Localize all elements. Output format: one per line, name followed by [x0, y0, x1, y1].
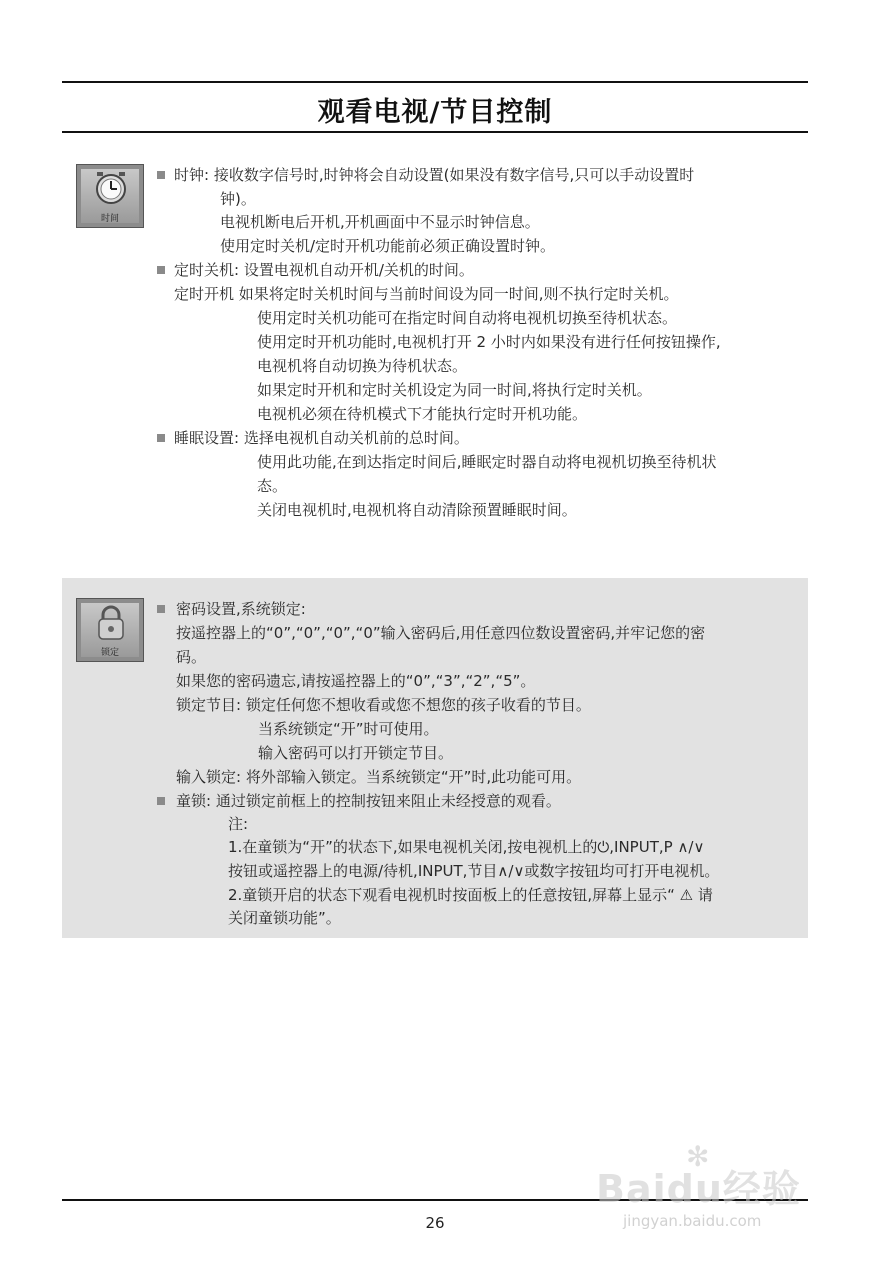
clock-icon — [94, 171, 128, 205]
childlock-line: 注: — [228, 815, 249, 833]
title-underline — [62, 131, 808, 133]
sleep-line: 睡眠设置: 选择电视机自动关机前的总时间。 — [174, 429, 469, 447]
timer-line: 电视机将自动切换为待机状态。 — [257, 357, 468, 375]
childlock-line: 2.童锁开启的状态下观看电视机时按面板上的任意按钮,屏幕上显示“ ⚠ 请 — [228, 886, 713, 904]
bullet-square — [157, 605, 165, 613]
lock-line: 输入锁定: 将外部输入锁定。当系统锁定“开”时,此功能可用。 — [176, 768, 582, 786]
page-title: 观看电视/节目控制 — [317, 97, 553, 128]
watermark-url: jingyan.baidu.com — [623, 1212, 762, 1230]
clock-line: 电视机断电后开机,开机画面中不显示时钟信息。 — [220, 213, 540, 231]
timer-line: 定时关机: 设置电视机自动开机/关机的时间。 — [174, 261, 474, 279]
top-rule — [62, 81, 808, 83]
clock-line: 钟)。 — [220, 190, 256, 208]
childlock-line: 按钮或遥控器上的电源/待机,INPUT,节目∧/∨或数字按钮均可打开电视机。 — [228, 862, 720, 880]
page-number: 26 — [425, 1214, 445, 1232]
timer-line: 使用定时关机功能可在指定时间自动将电视机切换至待机状态。 — [257, 309, 678, 327]
lock-line: 锁定节目: 锁定任何您不想收看或您不想您的孩子收看的节目。 — [176, 696, 591, 714]
sleep-line: 态。 — [257, 477, 288, 495]
clock-icon-caption: 时间 — [100, 214, 119, 224]
clock-icon-box — [76, 164, 144, 228]
baidu-paw-icon: ✻ — [686, 1140, 710, 1173]
timer-line: 定时开机 如果将定时关机时间与当前时间设为同一时间,则不执行定时关机。 — [174, 285, 679, 303]
bullet-square — [157, 266, 165, 274]
clock-line: 时钟: 接收数字信号时,时钟将会自动设置(如果没有数字信号,只可以手动设置时 — [174, 166, 695, 184]
lock-icon — [94, 605, 128, 641]
childlock-line: 关闭童锁功能”。 — [228, 909, 341, 927]
lock-icon-box — [76, 598, 144, 662]
childlock-line: 1.在童锁为“开”的状态下,如果电视机关闭,按电视机上的⏻,INPUT,P ∧/∨ — [228, 838, 705, 856]
bullet-square — [157, 797, 165, 805]
lock-line: 按遥控器上的“0”,“0”,“0”,“0”输入密码后,用任意四位数设置密码,并牢记您的密 — [176, 624, 706, 642]
lock-line: 如果您的密码遗忘,请按遥控器上的“0”,“3”,“2”,“5”。 — [176, 672, 536, 690]
lock-line: 输入密码可以打开锁定节目。 — [258, 744, 454, 762]
sleep-line: 关闭电视机时,电视机将自动清除预置睡眠时间。 — [257, 501, 577, 519]
childlock-line: 童锁: 通过锁定前框上的控制按钮来阻止未经授意的观看。 — [176, 792, 561, 810]
sleep-line: 使用此功能,在到达指定时间后,睡眠定时器自动将电视机切换至待机状 — [257, 453, 717, 471]
lock-icon-caption: 锁定 — [100, 648, 119, 658]
lock-line: 码。 — [176, 648, 207, 666]
timer-line: 电视机必须在待机模式下才能执行定时开机功能。 — [257, 405, 588, 423]
lock-line: 当系统锁定“开”时可使用。 — [258, 720, 439, 738]
clock-line: 使用定时关机/定时开机功能前必须正确设置时钟。 — [220, 237, 556, 255]
watermark-logo: Baidu经验 — [596, 1167, 801, 1211]
bullet-square — [157, 434, 165, 442]
timer-line: 使用定时开机功能时,电视机打开 2 小时内如果没有进行任何按钮操作, — [257, 333, 721, 351]
timer-line: 如果定时开机和定时关机设定为同一时间,将执行定时关机。 — [257, 381, 652, 399]
lock-line: 密码设置,系统锁定: — [176, 600, 306, 618]
bullet-square — [157, 171, 165, 179]
